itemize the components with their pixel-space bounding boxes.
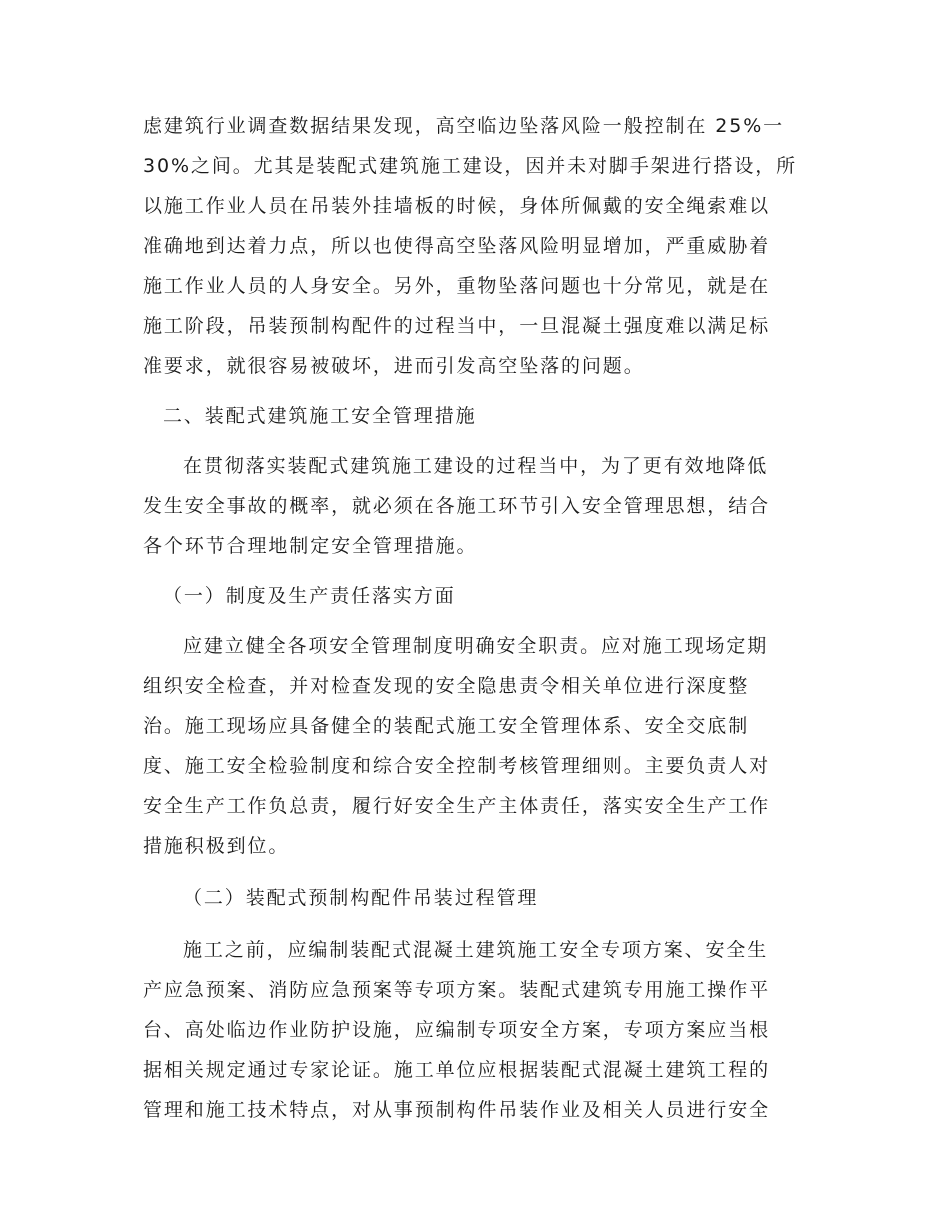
text-line: 施工之前，应编制装配式混凝土建筑施工安全专项方案、安全生: [183, 939, 769, 961]
text-line: 治。施工现场应具备健全的装配式施工安全管理体系、安全交底制: [143, 715, 750, 737]
paragraph-lifting-management: [143, 930, 808, 1130]
text-line: 各个环节合理地制定安全管理措施。: [143, 535, 478, 557]
paragraph-risk-statistics: [143, 106, 808, 386]
text-line: 30%之间。尤其是装配式建筑施工建设，因并未对脚手架进行搭设，所: [143, 155, 798, 177]
text-line: 据相关规定通过专家论证。施工单位应根据装配式混凝土建筑工程的: [143, 1059, 771, 1081]
text-line: 施工作业人员的人身安全。另外，重物坠落问题也十分常见，就是在: [143, 275, 771, 297]
section-heading: 二、装配式建筑施工安全管理措施: [163, 405, 477, 427]
subsection-heading: （一）制度及生产责任落实方面: [163, 585, 456, 607]
text-line: 度、施工安全检验制度和综合安全控制考核管理细则。主要负责人对: [143, 755, 771, 777]
text-line: 施工阶段，吊装预制构配件的过程当中，一旦混凝土强度难以满足标: [143, 315, 771, 337]
text-line: 措施积极到位。: [143, 835, 290, 857]
text-line: 安全生产工作负总责，履行好安全生产主体责任，落实安全生产工作: [143, 795, 771, 817]
text-line: 在贯彻落实装配式建筑施工建设的过程当中，为了更有效地降低: [183, 455, 769, 477]
text-line: 虑建筑行业调查数据结果发现，高空临边坠落风险一般控制在 25%一: [143, 115, 785, 137]
text-line: 组织安全检查，并对检查发现的安全隐患责令相关单位进行深度整: [143, 675, 750, 697]
document-body: [143, 106, 808, 1130]
text-line: 台、高处临边作业防护设施，应编制专项安全方案，专项方案应当根: [143, 1019, 771, 1041]
text-line: 应建立健全各项安全管理制度明确安全职责。应对施工现场定期: [183, 635, 769, 657]
text-line: 准要求，就很容易被破坏，进而引发高空坠落的问题。: [143, 355, 645, 377]
text-line: 产应急预案、消防应急预案等专项方案。装配式建筑专用施工操作平: [143, 979, 771, 1001]
text-line: 以施工作业人员在吊装外挂墙板的时候，身体所佩戴的安全绳索难以: [143, 195, 771, 217]
subsection-heading: （二）装配式预制构配件吊装过程管理: [183, 887, 539, 909]
text-line: 管理和施工技术特点，对从事预制构件吊装作业及相关人员进行安全: [143, 1099, 771, 1121]
paragraph-responsibility: [143, 626, 808, 866]
text-line: 发生安全事故的概率，就必须在各施工环节引入安全管理思想，结合: [143, 495, 771, 517]
paragraph-intro-measures: [143, 446, 808, 566]
text-line: 准确地到达着力点，所以也使得高空坠落风险明显增加，严重威胁着: [143, 235, 771, 257]
